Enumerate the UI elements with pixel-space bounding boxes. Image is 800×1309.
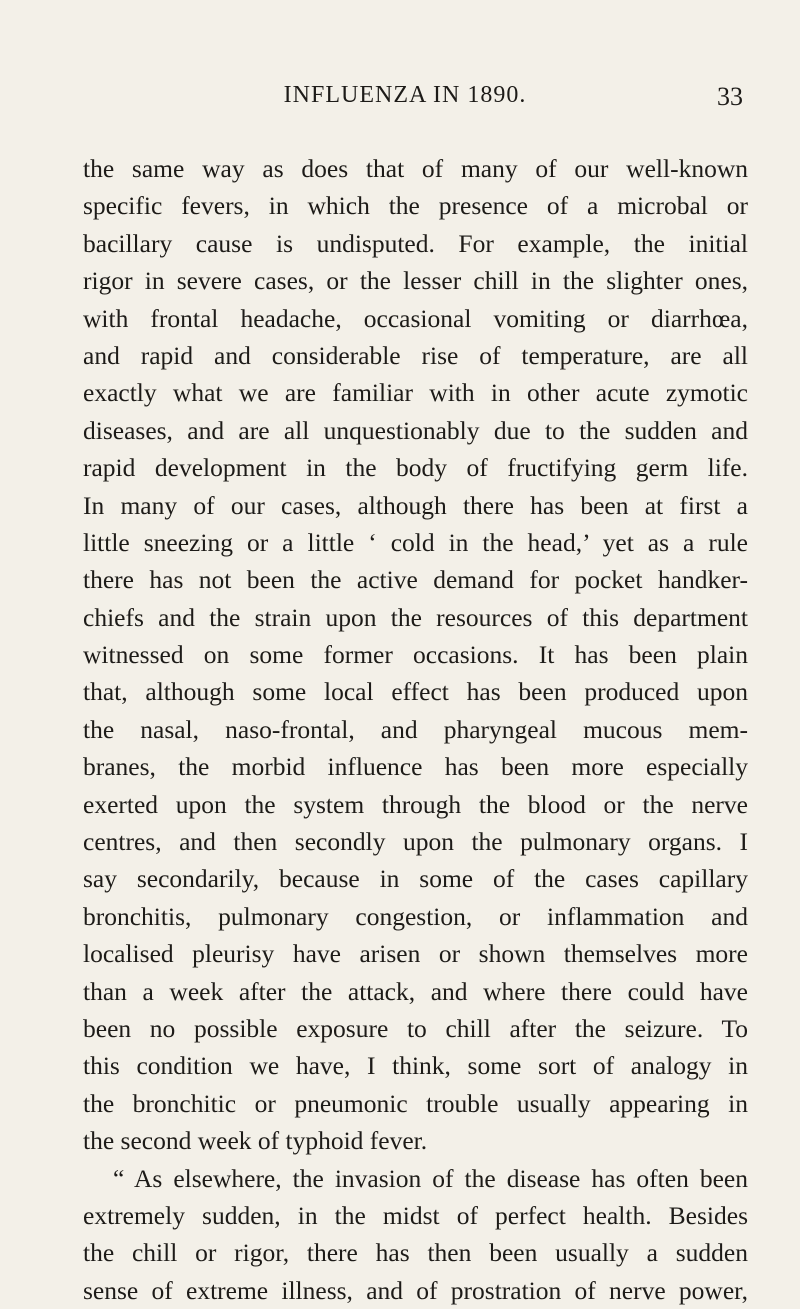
text-line: bronchitis, pulmonary congestion, or inflammation and xyxy=(83,901,748,931)
text-line: say secondarily, because in some of the cases capillary xyxy=(83,864,748,894)
text-line: that, although some local effect has been produced upon xyxy=(83,677,748,707)
text-line: the bronchitic or pneumonic trouble usually appearing in xyxy=(83,1088,748,1118)
text-line: the chill or rigor, there has then been usually a sudden xyxy=(83,1238,748,1268)
text-line: with frontal headache, occasional vomiting or diarrhœa, xyxy=(83,303,748,333)
text-line: and rapid and considerable rise of temperature, are all xyxy=(83,340,748,370)
text-line: there has not been the active demand for pocket handker- xyxy=(83,565,748,595)
text-line: specific fevers, in which the presence of a microbal or xyxy=(83,191,748,221)
text-line: this condition we have, I think, some sort of analogy in xyxy=(83,1051,748,1081)
text-line: been no possible exposure to chill after the seizure. To xyxy=(83,1013,748,1043)
text-line: rigor in severe cases, or the lesser chill in the slighter ones, xyxy=(83,266,748,296)
text-line: the second week of typhoid fever. xyxy=(83,1126,428,1156)
text-line: localised pleurisy have arisen or shown themselves more xyxy=(83,939,748,969)
text-line: “ As elsewhere, the invasion of the disease has often been xyxy=(113,1163,748,1193)
text-line: witnessed on some former occasions. It has been plain xyxy=(83,640,748,670)
text-line: rapid development in the body of fructifying germ life. xyxy=(83,453,748,483)
text-line: branes, the morbid influence has been more especially xyxy=(83,752,748,782)
running-head xyxy=(0,80,800,120)
text-line: sense of extreme illness, and of prostration of nerve power, xyxy=(83,1275,748,1305)
text-line: chiefs and the strain upon the resources of this department xyxy=(83,602,748,632)
page-number: 33 xyxy=(717,82,743,111)
body-text xyxy=(83,150,748,1309)
text-line: extremely sudden, in the midst of perfect health. Besides xyxy=(83,1200,748,1230)
text-line: exerted upon the system through the blood or the nerve xyxy=(83,789,748,819)
text-line: the same way as does that of many of our well-known xyxy=(83,154,748,183)
text-line: diseases, and are all unquestionably due to the sudden and xyxy=(83,415,748,445)
text-line: centres, and then secondly upon the pulmonary organs. I xyxy=(83,827,748,857)
text-line: the nasal, naso-frontal, and pharyngeal mucous mem- xyxy=(83,714,748,744)
running-title: INFLUENZA IN 1890. xyxy=(283,82,527,108)
text-line: exactly what we are familiar with in other acute zymotic xyxy=(83,378,748,408)
text-line: little sneezing or a little ‘ cold in the head,’ yet as a rule xyxy=(83,527,748,557)
text-line: In many of our cases, although there has been at first a xyxy=(83,490,748,520)
text-line: bacillary cause is undisputed. For example, the initial xyxy=(83,228,748,258)
text-line: than a week after the attack, and where there could have xyxy=(83,976,748,1006)
